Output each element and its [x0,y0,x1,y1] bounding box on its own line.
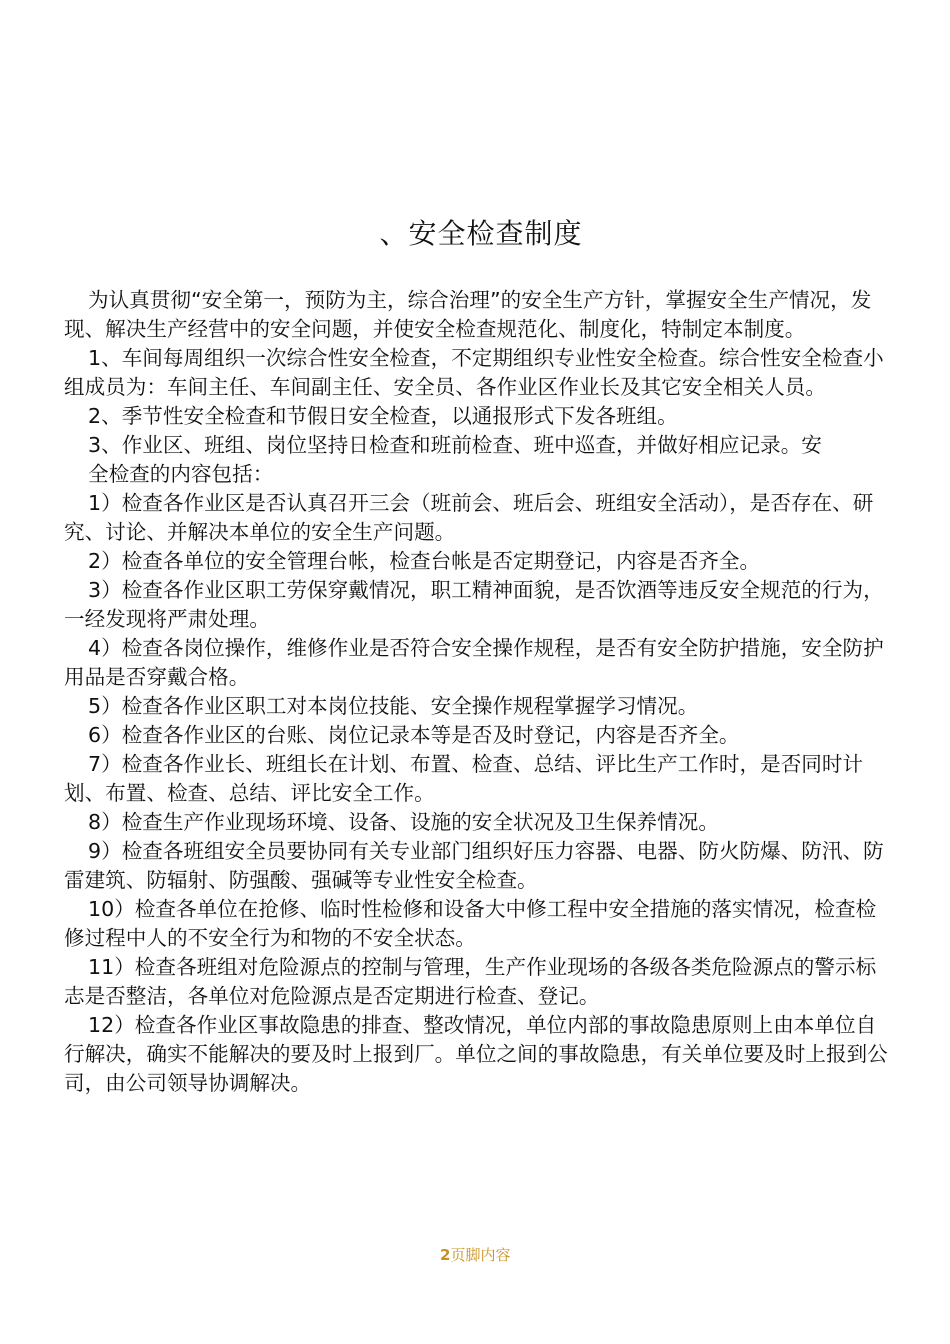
list-item: 5）检查各作业区职工对本岗位技能、安全操作规程掌握学习情况。 [88,694,699,718]
list-item: 6）检查各作业区的台账、岗位记录本等是否及时登记，内容是否齐全。 [88,723,740,747]
list-item: 3）检查各作业区职工劳保穿戴情况，职工精神面貌，是否饮酒等违反安全规范的行为，一经发现将严肃处理。 [64,578,884,631]
intro-paragraph: 为认真贯彻“安全第一，预防为主，综合治理”的安全生产方针，掌握安全生产情况，发现、解决生产经营中的安全问题，并使安全检查规范化、制度化，特制定本制度。 [64,288,872,341]
list-item: 4）检查各岗位操作，维修作业是否符合安全操作规程，是否有安全防护措施，安全防护用品是否穿戴合格。 [64,636,884,689]
document-body [64,286,892,1098]
list-item: 2）检查各单位的安全管理台帐，检查台帐是否定期登记，内容是否齐全。 [88,549,761,573]
list-item: 12）检查各作业区事故隐患的排查、整改情况，单位内部的事故隐患原则上由本单位自行解决，确实不能解决的要及时上报到厂。单位之间的事故隐患，有关单位要及时上报到公司，由公司领导协调解决。 [64,1013,888,1095]
list-item: 9）检查各班组安全员要协同有关专业部门组织好压力容器、电器、防火防爆、防汛、防雷建筑、防辐射、防强酸、强碱等专业性安全检查。 [64,839,884,892]
document-title: 、安全检查制度 [379,217,583,250]
page-footer [440,1244,512,1266]
page-number: 2 [440,1246,451,1264]
list-item: 11）检查各班组对危险源点的控制与管理，生产作业现场的各级各类危险源点的警示标志是否整洁，各单位对危险源点是否定期进行检查、登记。 [64,955,877,1008]
list-item: 3、作业区、班组、岗位坚持日检查和班前检查、班中巡查，并做好相应记录。安 [88,433,822,457]
list-item: 7）检查各作业长、班组长在计划、布置、检查、总结、评比生产工作时，是否同时计划、布置、检查、总结、评比安全工作。 [64,752,864,805]
footer-label: 页脚内容 [450,1246,511,1264]
list-item: 10）检查各单位在抢修、临时性检修和设备大中修工程中安全措施的落实情况，检查检修过程中人的不安全行为和物的不安全状态。 [64,897,877,950]
list-item: 8）检查生产作业现场环境、设备、设施的安全状况及卫生保养情况。 [88,810,719,834]
list-item: 全检查的内容包括： [88,462,274,486]
list-item: 1）检查各作业区是否认真召开三会（班前会、班后会、班组安全活动），是否存在、研究、讨论、并解决本单位的安全生产问题。 [64,491,874,544]
list-item: 1、车间每周组织一次综合性安全检查，不定期组织专业性安全检查。综合性安全检查小组成员为：车间主任、车间副主任、安全员、各作业区作业长及其它安全相关人员。 [64,346,884,399]
list-item: 2、季节性安全检查和节假日安全检查，以通报形式下发各班组。 [88,404,678,428]
